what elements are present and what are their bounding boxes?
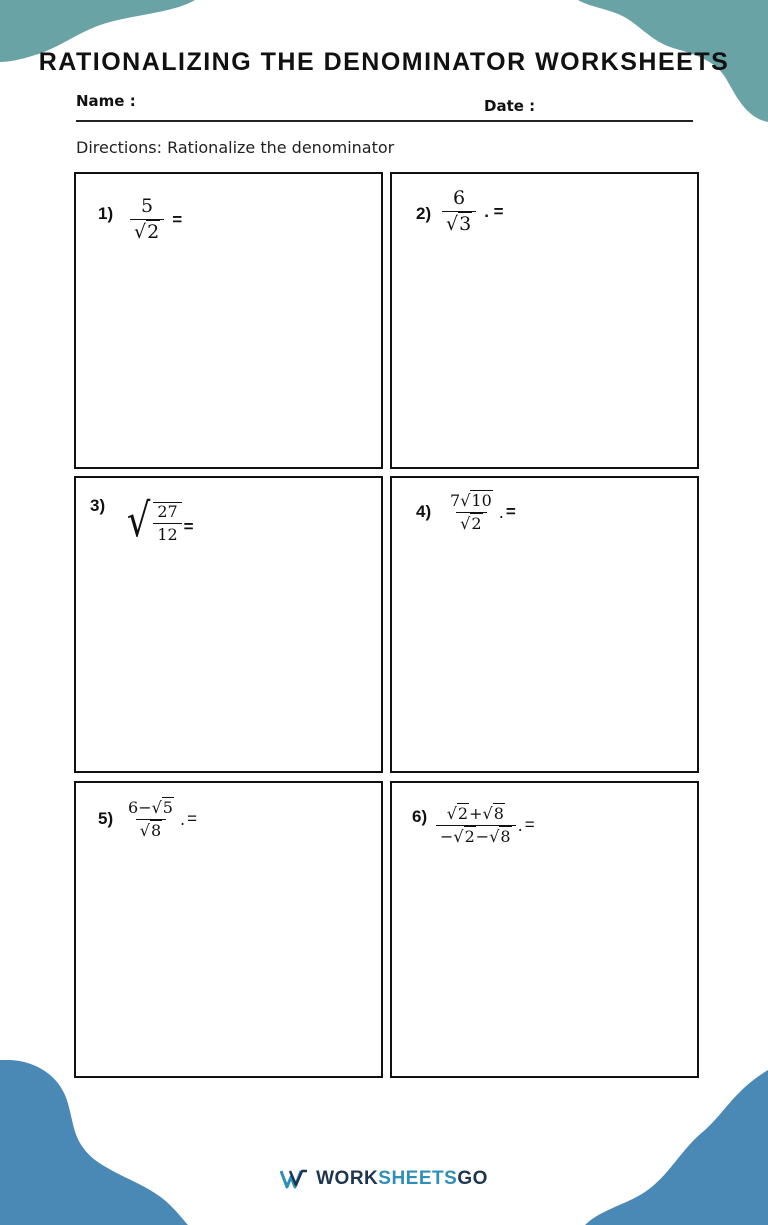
corner-blob-bottom-left bbox=[0, 1060, 200, 1225]
problem-6-denominator-sign: − bbox=[440, 826, 454, 846]
problem-4-label: 4) bbox=[416, 502, 432, 521]
problem-6-denominator-radicand-b: 8 bbox=[500, 826, 511, 846]
problem-5-label: 5) bbox=[98, 809, 114, 828]
problem-1-expression: $\frac{5}{√2}$ = bbox=[130, 196, 182, 244]
problem-4-denominator-radicand: 2 bbox=[471, 513, 482, 533]
problem-5-equals: = bbox=[187, 809, 198, 829]
name-label: Name : bbox=[76, 92, 136, 110]
problem-1-numerator: 5 bbox=[141, 195, 154, 217]
problem-6-numerator-radicand-b: 8 bbox=[493, 804, 504, 823]
problem-5-numerator-operator: − bbox=[138, 798, 152, 817]
problem-3-equals: = bbox=[183, 516, 194, 536]
problem-2-label: 2) bbox=[416, 204, 432, 223]
problem-4-equals: = bbox=[505, 502, 516, 522]
problem-1-equals: = bbox=[172, 209, 183, 229]
problem-5-denominator-radicand: 8 bbox=[151, 820, 162, 840]
problem-3-label: 3) bbox=[90, 496, 106, 515]
problem-box-5[interactable] bbox=[74, 781, 383, 1078]
problem-6-numerator-radicand-a: 2 bbox=[457, 804, 469, 823]
directions-text: Directions: Rationalize the denominator bbox=[76, 138, 395, 157]
corner-blob-bottom-right bbox=[585, 1070, 768, 1225]
date-label: Date : bbox=[484, 97, 536, 115]
problem-6-numerator-operator: + bbox=[469, 804, 483, 823]
page-title: RATIONALIZING THE DENOMINATOR WORKSHEETS bbox=[38, 48, 730, 76]
worksheetsgo-logo-icon bbox=[280, 1169, 308, 1189]
problem-3-radical-sign: √ bbox=[126, 492, 151, 547]
problem-4-numerator-coefficient: 7 bbox=[450, 491, 461, 510]
problem-6-expression: $\frac{√2+√8}{-√2-√8}$ . = bbox=[436, 805, 535, 846]
problem-4-expression: $\frac{7√10}{√2}$ . = bbox=[450, 491, 516, 533]
problem-6-denominator-radicand-a: 2 bbox=[464, 826, 475, 846]
footer-brand-go: GO bbox=[457, 1168, 488, 1189]
problem-2-expression: $\frac{6}{√3}$ . = bbox=[442, 188, 504, 236]
problem-1-label: 1) bbox=[98, 204, 114, 223]
problem-2-denominator-radicand: 3 bbox=[459, 212, 472, 235]
problem-3-denominator: 12 bbox=[153, 523, 181, 544]
problem-box-3[interactable] bbox=[74, 476, 383, 773]
problem-6-equals: = bbox=[524, 815, 535, 835]
problem-box-4[interactable] bbox=[390, 476, 699, 773]
footer-brand bbox=[0, 1168, 768, 1190]
problem-box-6[interactable] bbox=[390, 781, 699, 1078]
name-date-underline bbox=[76, 120, 693, 122]
problem-5-numerator-lead: 6 bbox=[128, 798, 139, 817]
problem-5-numerator-radicand: 5 bbox=[162, 798, 173, 817]
problem-5-expression: $\frac{6-√5}{√8}$ . = bbox=[128, 798, 198, 840]
problem-3-expression bbox=[124, 492, 194, 547]
problem-box-2[interactable] bbox=[390, 172, 699, 469]
problem-2-equals: . = bbox=[484, 201, 504, 221]
problem-6-denominator-operator: − bbox=[475, 826, 490, 846]
footer-brand-sheets: SHEETS bbox=[378, 1168, 458, 1189]
footer-brand-work: WORK bbox=[316, 1168, 379, 1189]
problem-box-1[interactable] bbox=[74, 172, 383, 469]
problem-1-denominator-radicand: 2 bbox=[147, 220, 160, 243]
problem-4-numerator-radicand: 10 bbox=[471, 491, 492, 510]
problem-3-numerator: 27 bbox=[157, 502, 178, 521]
problem-2-numerator: 6 bbox=[453, 187, 466, 209]
problem-6-label: 6) bbox=[412, 807, 428, 826]
